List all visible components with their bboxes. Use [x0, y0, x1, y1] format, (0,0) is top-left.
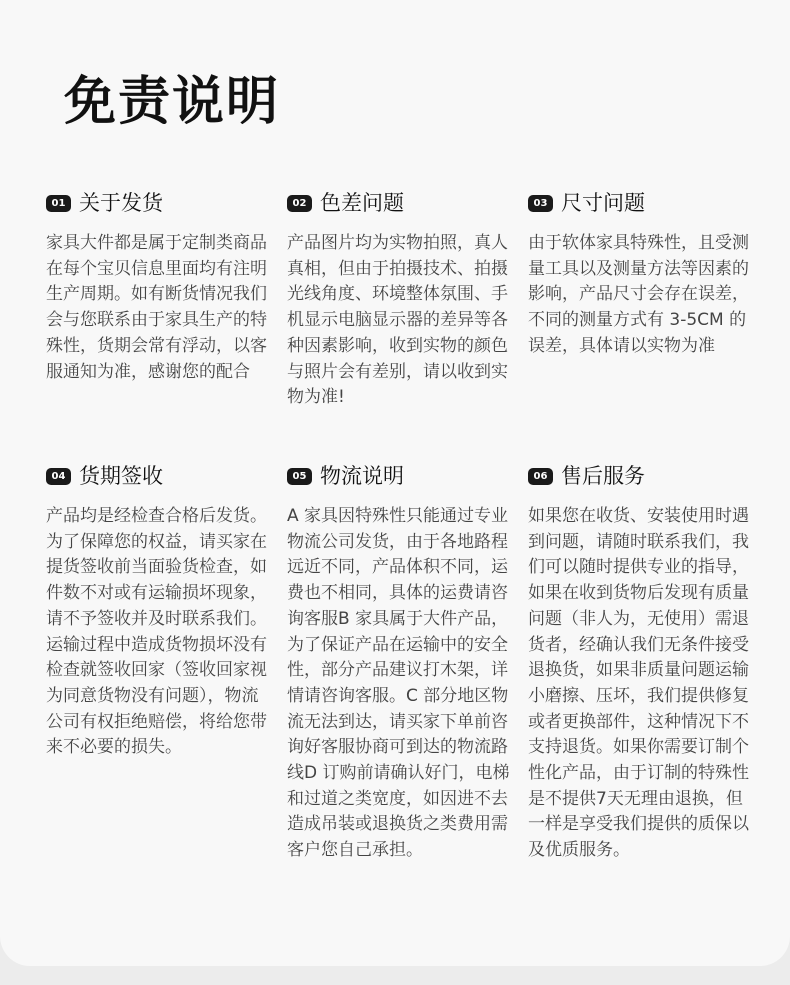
section-header — [528, 462, 753, 490]
section-after-sales — [528, 462, 753, 864]
section-number-badge: 04 — [46, 468, 71, 485]
section-body: 如果您在收货、安装使用时遇到问题，请随时联系我们，我们可以随时提供专业的指导，如果在收到货物后发现有质量问题（非人为，无使用）需退货者，经确认我们无条件接受退换货，如果非质量问题运输小磨擦、压坏，我们提供修复或者更换部件，这种情况下不支持退货。如果你需要订制个性化产品，由于订制的特殊性是不提供7天无理由退换，但一样是享受我们提供的质保以及优质服务。 — [528, 506, 749, 861]
section-number-badge: 02 — [287, 195, 312, 212]
section-shipping — [46, 189, 271, 385]
section-heading: 售后服务 — [561, 464, 645, 488]
section-header — [46, 462, 271, 490]
section-logistics — [287, 462, 512, 864]
section-size — [528, 189, 753, 360]
section-color-difference — [287, 189, 512, 411]
section-heading: 尺寸问题 — [561, 191, 645, 215]
section-heading: 货期签收 — [79, 464, 163, 488]
section-body: A 家具因特殊性只能通过专业物流公司发货，由于各地路程远近不同，产品体积不同，运费也不相同，具体的运费请咨询客服B 家具属于大件产品，为了保证产品在运输中的安全性，部分产品建议打木架，详情请咨询客服。C 部分地区物流无法到达，请买家下单前咨询好客服协商可到达的物流路线D 订购前请确认好门，电梯和过道之类宽度，如因进不去造成吊装或退换货之类费用需客户您自己承担。 — [287, 506, 510, 861]
section-header — [46, 189, 271, 217]
section-number-badge: 01 — [46, 195, 71, 212]
section-receipt — [46, 462, 271, 761]
section-number-badge: 06 — [528, 468, 553, 485]
section-header — [287, 462, 512, 490]
section-body: 由于软体家具特殊性，且受测量工具以及测量方法等因素的影响，产品尺寸会存在误差，不同的测量方式有 3-5CM 的误差，具体请以实物为准 — [528, 233, 749, 356]
section-number-badge: 03 — [528, 195, 553, 212]
section-heading: 色差问题 — [320, 191, 404, 215]
section-body: 产品均是经检查合格后发货。为了保障您的权益，请买家在提货签收前当面验货检查，如件数不对或有运输损坏现象，请不予签收并及时联系我们。运输过程中造成货物损坏没有检查就签收回家（签收回家视为同意货物没有问题），物流公司有权拒绝赔偿，将给您带来不必要的损失。 — [46, 506, 267, 758]
section-heading: 关于发货 — [79, 191, 163, 215]
section-header — [287, 189, 512, 217]
page-title: 免责说明 — [64, 72, 281, 132]
section-body: 产品图片均为实物拍照，真人真相，但由于拍摄技术、拍摄光线角度、环境整体氛围、手机显示电脑显示器的差异等各种因素影响，收到实物的颜色与照片会有差别，请以收到实物为准! — [287, 233, 508, 408]
section-body: 家具大件都是属于定制类商品在每个宝贝信息里面均有注明生产周期。如有断货情况我们会与您联系由于家具生产的特殊性，货期会常有浮动，以客服通知为准，感谢您的配合 — [46, 233, 267, 382]
section-number-badge: 05 — [287, 468, 312, 485]
section-heading: 物流说明 — [320, 464, 404, 488]
section-header — [528, 189, 753, 217]
